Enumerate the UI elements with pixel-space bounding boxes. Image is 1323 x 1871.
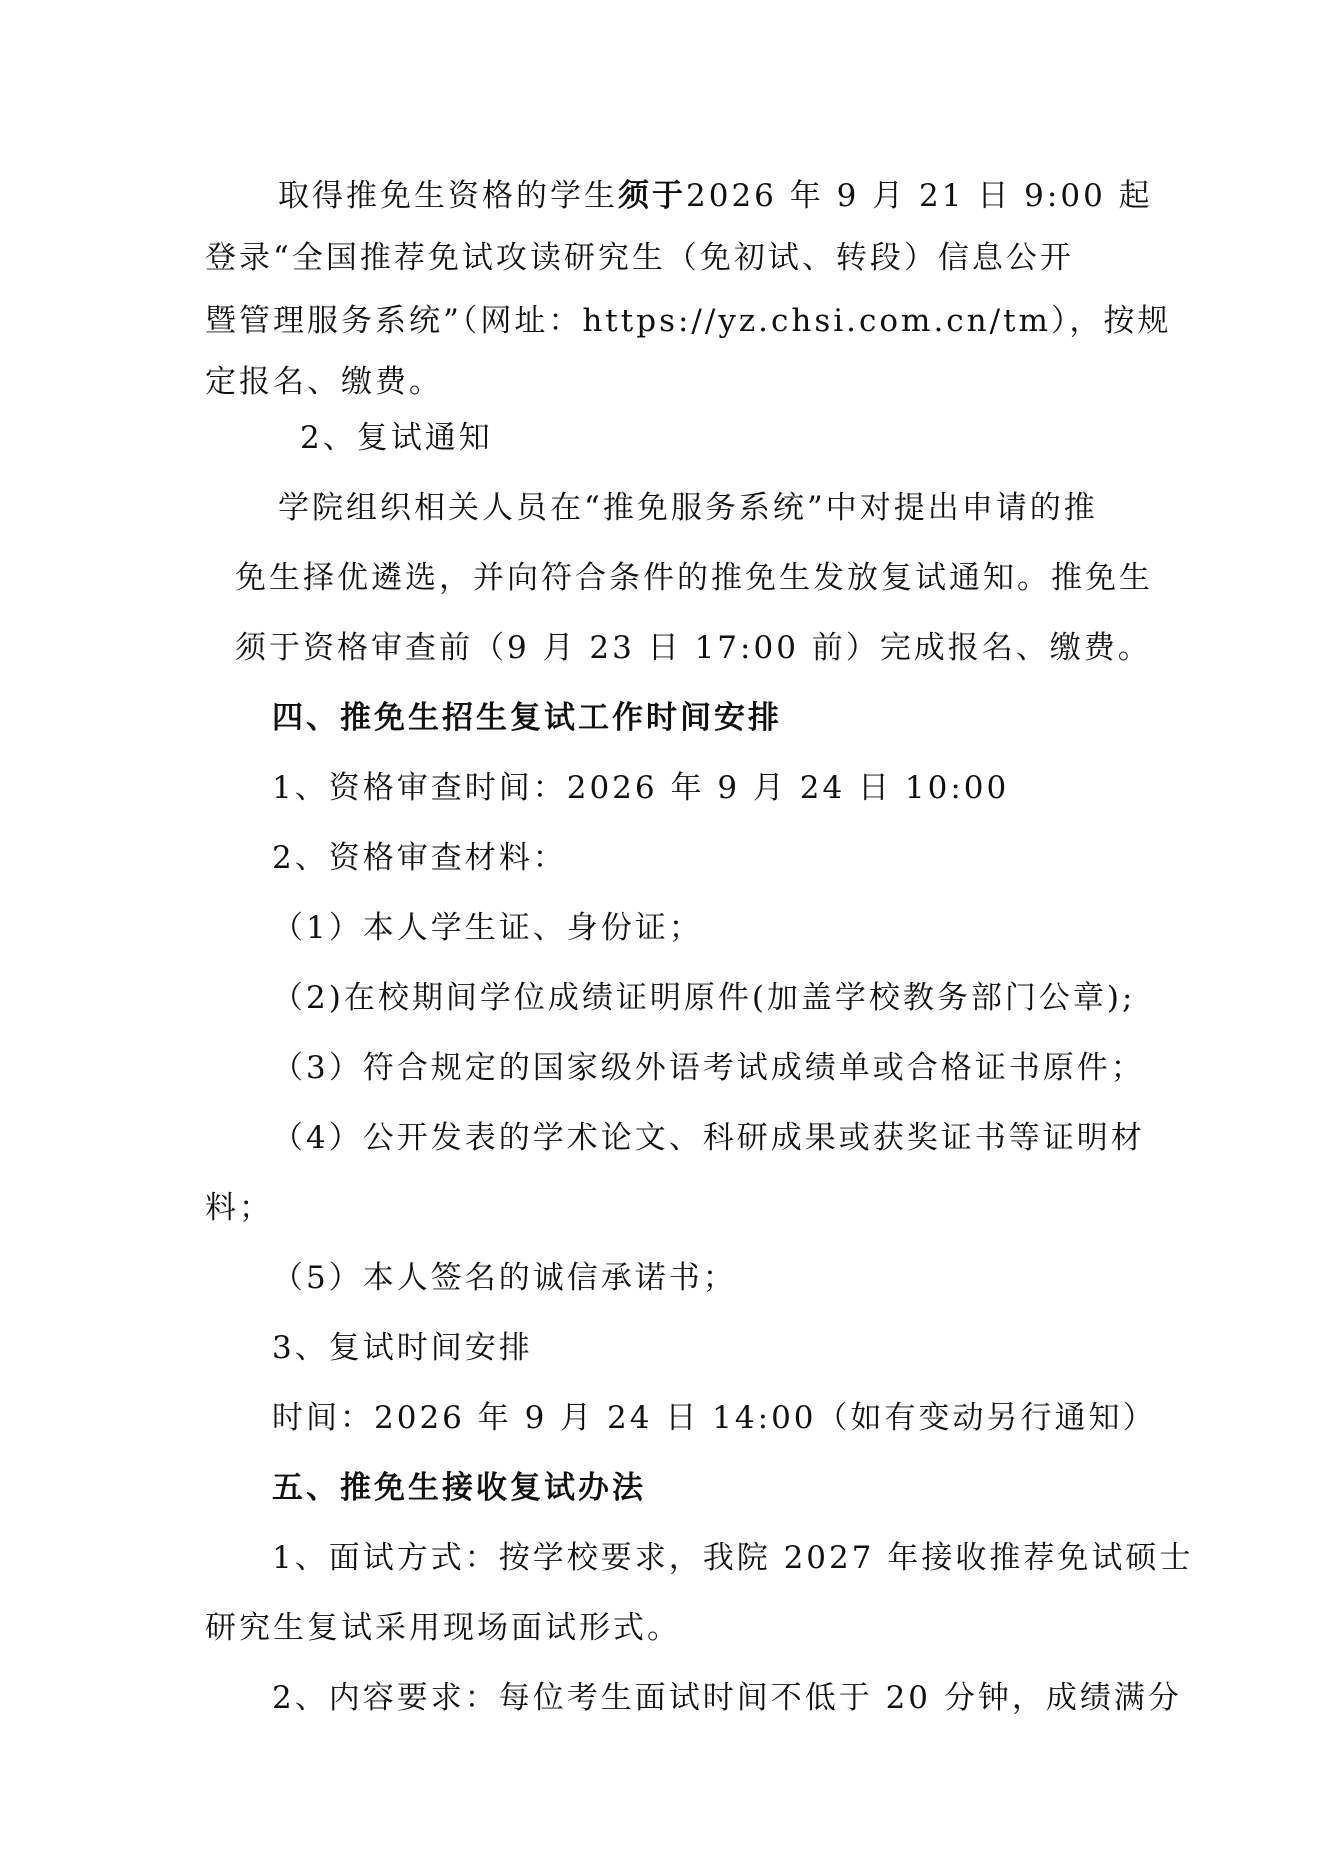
- subheading-reexam-notice: 2、复试通知: [300, 420, 493, 456]
- section-4-heading: 四、推免生招生复试工作时间安排: [272, 700, 782, 736]
- material-1: （1）本人学生证、身份证；: [272, 910, 703, 946]
- section-5-item-2-line-1: 2、内容要求：每位考生面试时间不低于 20 分钟，成绩满分: [272, 1680, 1182, 1716]
- section-5-item-1-line-1: 1、面试方式：按学校要求，我院 2027 年接收推荐免试硕士: [272, 1540, 1194, 1576]
- material-2: （2)在校期间学位成绩证明原件(加盖学校教务部门公章);: [272, 980, 1136, 1016]
- section-4-time: 时间：2026 年 9 月 24 日 14:00（如有变动另行通知）: [272, 1400, 1157, 1436]
- paragraph-2-line-3: 须于资格审查前（9 月 23 日 17:00 前）完成报名、缴费。: [235, 630, 1152, 666]
- material-3: （3）符合规定的国家级外语考试成绩单或合格证书原件；: [272, 1050, 1145, 1086]
- paragraph-1-date: 2026 年 9 月 21 日 9:00 起: [686, 178, 1153, 214]
- paragraph-2-line-1: 学院组织相关人员在“推免服务系统”中对提出申请的推: [278, 490, 1098, 526]
- section-5-heading: 五、推免生接收复试办法: [272, 1470, 646, 1506]
- paragraph-1-emphasis: 须于: [618, 178, 686, 214]
- paragraph-2-line-2: 免生择优遴选，并向符合条件的推免生发放复试通知。推免生: [235, 560, 1153, 596]
- paragraph-1-line-1: [278, 176, 1153, 216]
- paragraph-1-line-2: 登录“全国推荐免试攻读研究生（免初试、转段）信息公开: [205, 240, 1074, 276]
- paragraph-1-prefix: 取得推免生资格的学生: [278, 178, 618, 214]
- section-4-item-1: 1、资格审查时间：2026 年 9 月 24 日 10:00: [272, 770, 1010, 806]
- material-4-line-1: （4）公开发表的学术论文、科研成果或获奖证书等证明材: [272, 1120, 1145, 1156]
- paragraph-1-line-4: 定报名、缴费。: [205, 364, 443, 400]
- material-5: （5）本人签名的诚信承诺书；: [272, 1260, 737, 1296]
- paragraph-1-line-3: 暨管理服务系统”（网址：https://yz.chsi.com.cn/tm），按规: [205, 303, 1172, 339]
- section-4-item-3: 3、复试时间安排: [272, 1330, 533, 1366]
- section-5-item-1-line-2: 研究生复试采用现场面试形式。: [205, 1610, 681, 1646]
- section-4-item-2: 2、资格审查材料：: [272, 840, 567, 876]
- material-4-line-2: 料；: [205, 1190, 273, 1226]
